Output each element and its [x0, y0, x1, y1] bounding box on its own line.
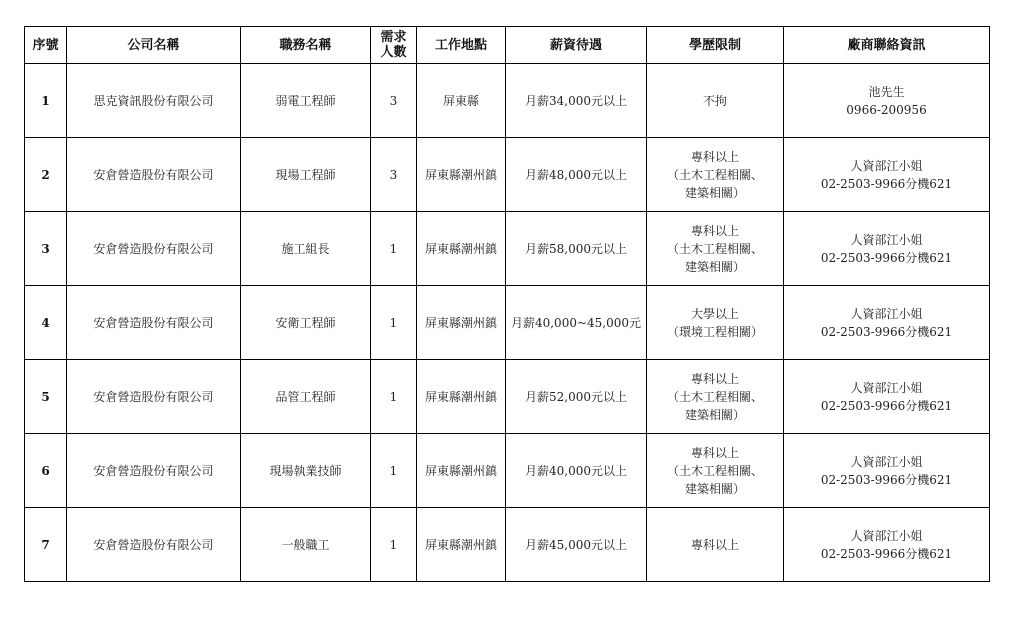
table-row: [25, 64, 990, 138]
cell-count: 3: [371, 64, 417, 138]
cell-education-line: 建築相關）: [684, 407, 745, 422]
table-row: [25, 286, 990, 360]
cell-salary: 月薪40,000元以上: [506, 434, 647, 508]
cell-location: 屏東縣潮州鎮: [417, 138, 506, 212]
cell-education-line: 專科以上: [690, 445, 739, 460]
cell-count: 1: [371, 508, 417, 582]
cell-education-line: 專科以上: [690, 223, 739, 238]
cell-contact-line: 人資部江小姐: [850, 454, 923, 469]
cell-contact-line: 人資部江小姐: [850, 158, 923, 173]
cell-education-line: （土木工程相關、: [666, 241, 763, 256]
cell-salary: 月薪52,000元以上: [506, 360, 647, 434]
cell-education: [647, 286, 784, 360]
cell-contact: [784, 360, 990, 434]
cell-title: 一般職工: [241, 508, 371, 582]
cell-company: 安倉營造股份有限公司: [67, 286, 241, 360]
cell-contact-line: 02-2503-9966分機621: [820, 324, 953, 339]
table-body: [25, 64, 990, 582]
cell-contact-line: 02-2503-9966分機621: [820, 176, 953, 191]
cell-company: 安倉營造股份有限公司: [67, 434, 241, 508]
header-count-line-2: 人數: [380, 45, 407, 60]
cell-education-line: （土木工程相關、: [666, 167, 763, 182]
header-salary: 薪資待遇: [506, 27, 647, 64]
cell-salary: 月薪45,000元以上: [506, 508, 647, 582]
table-row: [25, 138, 990, 212]
cell-company: 安倉營造股份有限公司: [67, 360, 241, 434]
cell-salary: 月薪40,000~45,000元: [506, 286, 647, 360]
cell-education-line: 建築相關）: [684, 185, 745, 200]
cell-education: [647, 64, 784, 138]
cell-education: [647, 138, 784, 212]
cell-contact: [784, 286, 990, 360]
cell-title: 現場執業技師: [241, 434, 371, 508]
cell-location: 屏東縣: [417, 64, 506, 138]
cell-no: 2: [25, 138, 67, 212]
cell-location: 屏東縣潮州鎮: [417, 212, 506, 286]
cell-education-line: （環境工程相關）: [666, 324, 763, 339]
cell-contact-line: 02-2503-9966分機621: [820, 398, 953, 413]
cell-education-line: 專科以上: [690, 537, 739, 552]
cell-contact-line: 人資部江小姐: [850, 232, 923, 247]
cell-education-line: 建築相關）: [684, 481, 745, 496]
cell-salary: 月薪58,000元以上: [506, 212, 647, 286]
cell-education-line: 不拘: [702, 93, 727, 108]
cell-contact-line: 人資部江小姐: [850, 380, 923, 395]
cell-education: [647, 212, 784, 286]
cell-contact: [784, 508, 990, 582]
job-listing-table: [24, 26, 990, 582]
cell-count: 1: [371, 434, 417, 508]
cell-contact-line: 人資部江小姐: [850, 306, 923, 321]
cell-contact: [784, 434, 990, 508]
cell-company: 安倉營造股份有限公司: [67, 508, 241, 582]
table-header-row: [25, 27, 990, 64]
cell-location: 屏東縣潮州鎮: [417, 286, 506, 360]
cell-location: 屏東縣潮州鎮: [417, 360, 506, 434]
cell-contact-line: 池先生: [868, 84, 905, 99]
cell-count: 1: [371, 286, 417, 360]
cell-contact: [784, 138, 990, 212]
cell-count: 1: [371, 360, 417, 434]
cell-no: 1: [25, 64, 67, 138]
cell-count: 3: [371, 138, 417, 212]
cell-education-line: （土木工程相關、: [666, 463, 763, 478]
header-education: 學歷限制: [647, 27, 784, 64]
cell-location: 屏東縣潮州鎮: [417, 434, 506, 508]
cell-title: 安衛工程師: [241, 286, 371, 360]
header-count: [371, 27, 417, 64]
table-row: [25, 212, 990, 286]
cell-title: 現場工程師: [241, 138, 371, 212]
cell-salary: 月薪34,000元以上: [506, 64, 647, 138]
table-row: [25, 508, 990, 582]
cell-education: [647, 508, 784, 582]
header-location: 工作地點: [417, 27, 506, 64]
header-no: 序號: [25, 27, 67, 64]
cell-contact-line: 02-2503-9966分機621: [820, 546, 953, 561]
cell-no: 3: [25, 212, 67, 286]
cell-company: 安倉營造股份有限公司: [67, 138, 241, 212]
cell-contact: [784, 64, 990, 138]
cell-no: 6: [25, 434, 67, 508]
cell-education-line: 建築相關）: [684, 259, 745, 274]
cell-no: 5: [25, 360, 67, 434]
cell-no: 4: [25, 286, 67, 360]
header-company: 公司名稱: [67, 27, 241, 64]
cell-location: 屏東縣潮州鎮: [417, 508, 506, 582]
cell-title: 施工組長: [241, 212, 371, 286]
cell-education-line: 專科以上: [690, 371, 739, 386]
cell-education-line: 大學以上: [690, 306, 739, 321]
header-title: 職務名稱: [241, 27, 371, 64]
cell-title: 品管工程師: [241, 360, 371, 434]
cell-salary: 月薪48,000元以上: [506, 138, 647, 212]
table-row: [25, 434, 990, 508]
cell-education-line: 專科以上: [690, 149, 739, 164]
cell-count: 1: [371, 212, 417, 286]
cell-title: 弱電工程師: [241, 64, 371, 138]
header-contact: 廠商聯絡資訊: [784, 27, 990, 64]
cell-contact-line: 0966-200956: [846, 102, 927, 117]
cell-contact-line: 人資部江小姐: [850, 528, 923, 543]
table-row: [25, 360, 990, 434]
cell-contact-line: 02-2503-9966分機621: [820, 250, 953, 265]
cell-company: 安倉營造股份有限公司: [67, 212, 241, 286]
cell-education: [647, 360, 784, 434]
cell-no: 7: [25, 508, 67, 582]
cell-contact-line: 02-2503-9966分機621: [820, 472, 953, 487]
cell-education-line: （土木工程相關、: [666, 389, 763, 404]
cell-education: [647, 434, 784, 508]
header-count-line-1: 需求: [380, 30, 407, 45]
cell-contact: [784, 212, 990, 286]
cell-company: 思克資訊股份有限公司: [67, 64, 241, 138]
